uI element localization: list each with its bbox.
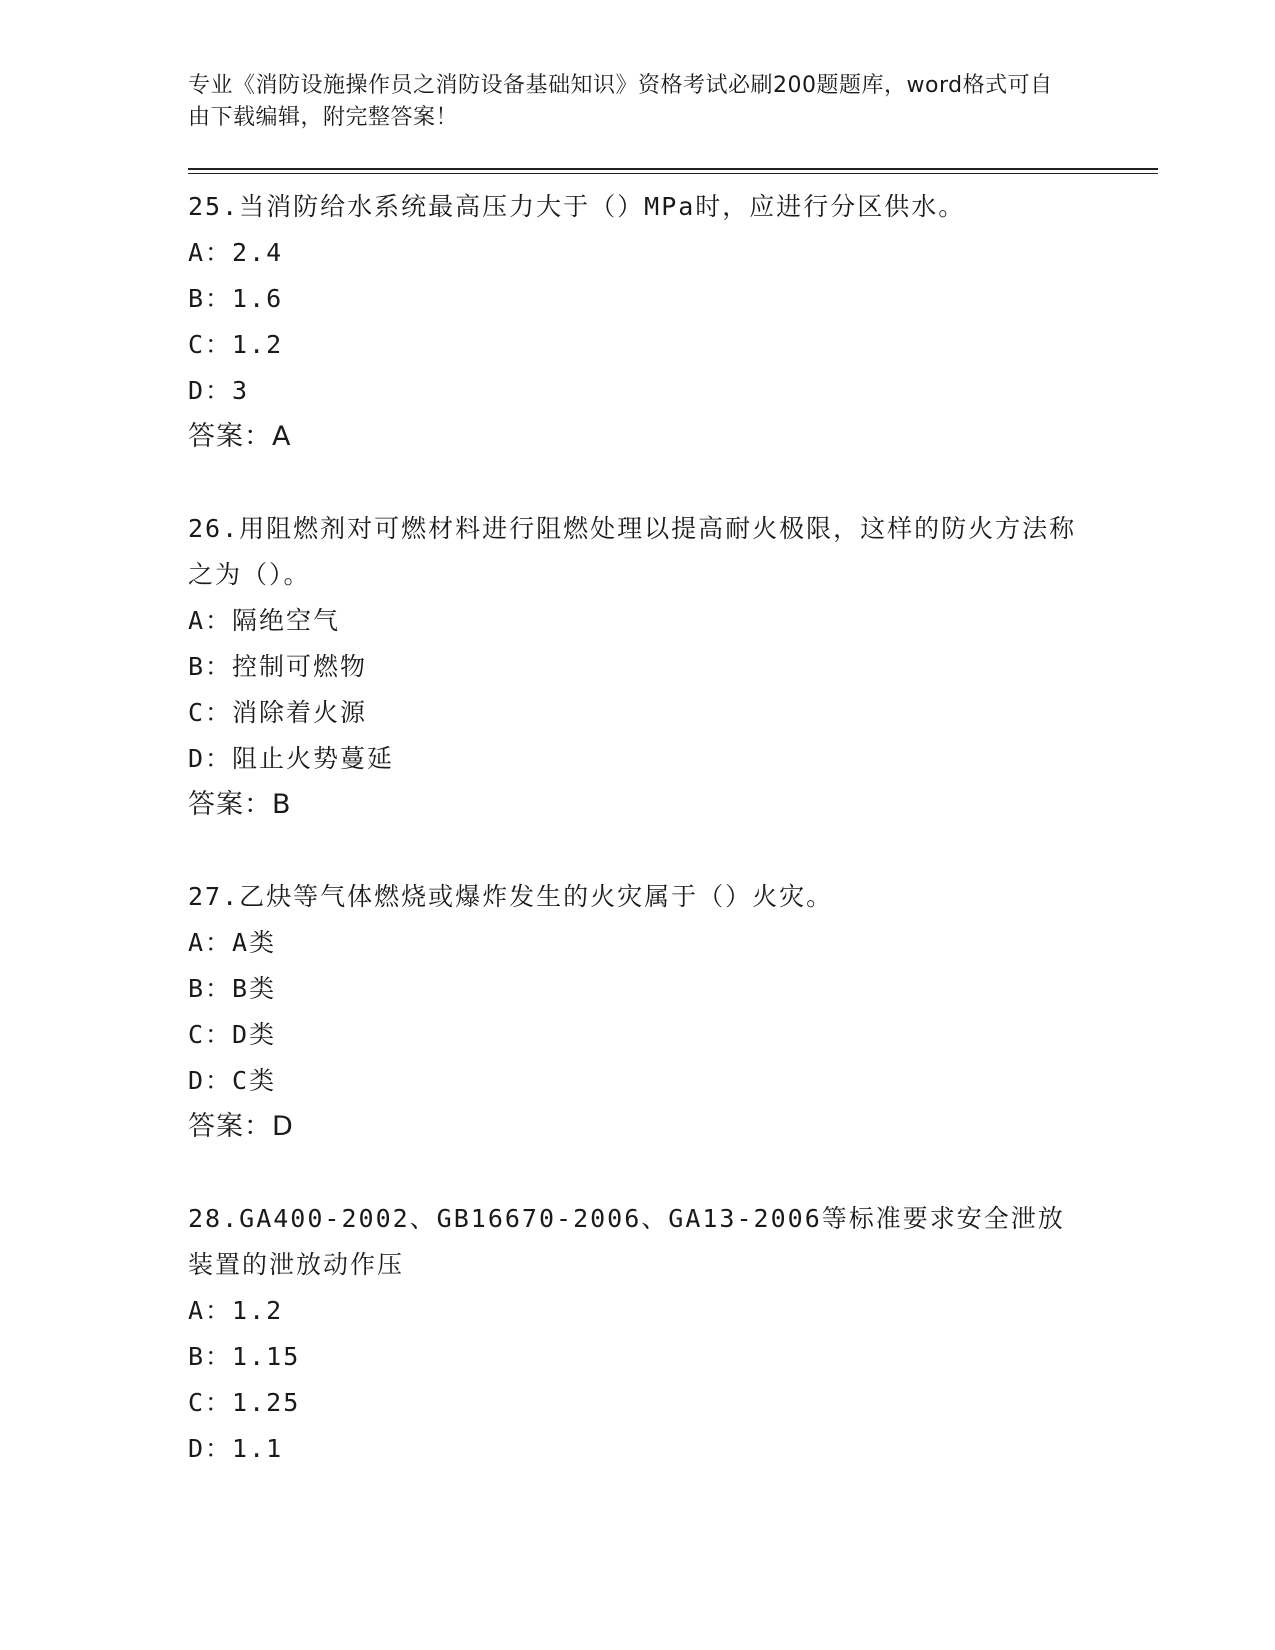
option-a: A：2.4 [188, 238, 284, 267]
option-d: D：1.1 [188, 1434, 284, 1463]
question-stem: 26.用阻燃剂对可燃材料进行阻燃处理以提高耐火极限，这样的防火方法称之为（）。 [188, 514, 1077, 589]
option-b: B：控制可燃物 [188, 652, 368, 681]
option-a: A：A类 [188, 928, 277, 957]
question-stem: 27.乙炔等气体燃烧或爆炸发生的火灾属于（）火灾。 [188, 882, 834, 911]
answer: 答案：D [188, 1111, 294, 1142]
question-25 [188, 184, 1158, 460]
question-stem: 28.GA400-2002、GB16670-2006、GA13-2006等标准要求安全泄放装置的泄放动作压 [188, 1204, 1065, 1279]
document-page [188, 70, 1158, 1518]
option-b: B：1.6 [188, 284, 284, 313]
question-list [188, 184, 1158, 1472]
question-stem: 25.当消防给水系统最高压力大于（）MPa时，应进行分区供水。 [188, 192, 966, 221]
option-b: B：B类 [188, 974, 277, 1003]
option-b: B：1.15 [188, 1342, 301, 1371]
option-a: A：隔绝空气 [188, 606, 341, 635]
option-c: C：1.25 [188, 1388, 301, 1417]
question-26 [188, 506, 1158, 828]
option-c: C：1.2 [188, 330, 284, 359]
option-d: D：阻止火势蔓延 [188, 744, 395, 773]
option-a: A：1.2 [188, 1296, 284, 1325]
option-c: C：消除着火源 [188, 698, 368, 727]
document-header: 专业《消防设施操作员之消防设备基础知识》资格考试必刷200题题库，word格式可自由下载编辑，附完整答案！ [188, 73, 1053, 130]
header-divider [188, 168, 1158, 174]
question-27 [188, 874, 1158, 1150]
option-d: D：3 [188, 376, 250, 405]
question-28 [188, 1196, 1158, 1472]
option-c: C：D类 [188, 1020, 277, 1049]
answer: 答案：A [188, 421, 292, 452]
answer: 答案：B [188, 789, 292, 820]
option-d: D：C类 [188, 1066, 277, 1095]
